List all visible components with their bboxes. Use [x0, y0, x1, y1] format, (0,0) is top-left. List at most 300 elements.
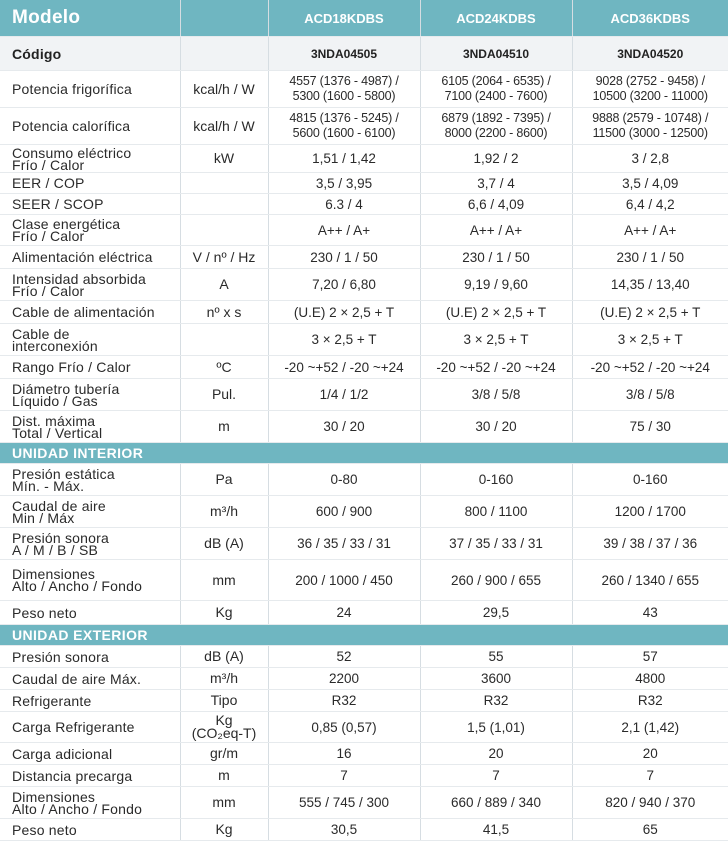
spec-value-line: 20: [488, 746, 504, 761]
spec-unit: [180, 690, 268, 712]
spec-value-line: 3,5 / 3,95: [315, 175, 373, 191]
spec-value-line: 43: [642, 605, 658, 620]
spec-unit-line: gr/m: [210, 745, 238, 761]
spec-value: [572, 215, 728, 246]
spec-value: [268, 601, 420, 625]
spec-label: [0, 145, 180, 173]
spec-value: [572, 301, 728, 324]
spec-value: [268, 356, 420, 379]
spec-value-line: 30 / 20: [323, 419, 365, 434]
spec-unit: [180, 301, 268, 324]
spec-value: [572, 356, 728, 379]
spec-label-line: Intensidad absorbida: [12, 270, 146, 287]
spec-value: [572, 464, 728, 496]
spec-unit: [180, 379, 268, 411]
spec-value-line: 37 / 35 / 33 / 31: [449, 536, 543, 551]
spec-value: [420, 411, 572, 443]
model-name: ACD18KDBS: [268, 0, 420, 37]
spec-value: [420, 743, 572, 765]
spec-value: [572, 690, 728, 712]
spec-label-line: Cable de alimentación: [12, 304, 155, 320]
spec-row: [0, 173, 728, 194]
spec-unit: [180, 108, 268, 145]
spec-value-line: 4557 (1376 - 4987) /: [289, 74, 399, 88]
spec-label: [0, 765, 180, 787]
spec-row: [0, 646, 728, 668]
spec-value: [268, 528, 420, 560]
spec-value-line: 11500 (3000 - 12500): [592, 126, 708, 140]
section-indoor-unit-title: UNIDAD INTERIOR: [0, 443, 728, 464]
spec-value-line: (U.E) 2 × 2,5 + T: [445, 304, 547, 320]
section-outdoor-unit-title: UNIDAD EXTERIOR: [0, 625, 728, 646]
spec-label-line: Peso neto: [12, 821, 77, 838]
spec-label: [0, 324, 180, 356]
spec-value: [268, 712, 420, 743]
spec-label-line: Alto / Ancho / Fondo: [12, 800, 143, 817]
spec-label-line: Cable de: [12, 325, 70, 342]
spec-label-line: Líquido / Gas: [12, 392, 98, 409]
spec-value: [268, 324, 420, 356]
spec-row: [0, 324, 728, 356]
spec-unit-line: dB (A): [204, 648, 244, 664]
section-indoor-unit: [0, 443, 728, 464]
spec-unit: [180, 560, 268, 601]
spec-value-line: 7100 (2400 - 7600): [444, 89, 548, 103]
spec-label-line: Potencia calorífica: [12, 118, 131, 134]
spec-value-line: (U.E) 2 × 2,5 + T: [293, 304, 395, 320]
spec-value-line: A++ / A+: [469, 222, 523, 238]
spec-unit: [180, 765, 268, 787]
spec-value: [268, 246, 420, 269]
spec-value-line: 3/8 / 5/8: [471, 387, 521, 402]
spec-value-line: 14,35 / 13,40: [610, 277, 690, 292]
spec-unit: [180, 528, 268, 560]
spec-value-line: 1,51 / 1,42: [312, 151, 376, 166]
spec-value-line: 800 / 1100: [464, 504, 528, 519]
spec-row: [0, 601, 728, 625]
spec-value-line: 3 × 2,5 + T: [311, 332, 377, 347]
spec-value-line: R32: [483, 693, 509, 708]
spec-value-line: 4800: [635, 671, 666, 686]
spec-value: [420, 71, 572, 108]
spec-value-line: R32: [331, 693, 357, 708]
spec-value: [572, 787, 728, 819]
spec-unit: [180, 819, 268, 841]
spec-label-line: Alimentación eléctrica: [12, 249, 153, 265]
spec-label: [0, 108, 180, 145]
spec-unit-line: Kg: [215, 821, 233, 837]
model-name: ACD24KDBS: [420, 0, 572, 37]
spec-row: [0, 496, 728, 528]
spec-unit: [180, 496, 268, 528]
spec-row: [0, 560, 728, 601]
spec-label-line: Presión estática: [12, 465, 115, 482]
spec-value-line: 1,5 (1,01): [467, 719, 525, 735]
spec-value: [268, 496, 420, 528]
spec-value: [268, 464, 420, 496]
section-outdoor-unit: [0, 625, 728, 646]
spec-value: [420, 496, 572, 528]
spec-value-line: 2200: [328, 671, 360, 686]
spec-value-line: 16: [336, 746, 352, 761]
spec-value-line: A++ / A+: [317, 222, 371, 238]
spec-value: [268, 194, 420, 215]
spec-label: [0, 787, 180, 819]
spec-value: [572, 379, 728, 411]
spec-label: [0, 560, 180, 601]
spec-value-line: 29,5: [482, 605, 510, 620]
spec-value-line: 41,5: [482, 822, 510, 837]
spec-label-line: Carga adicional: [12, 745, 113, 762]
spec-unit: [180, 464, 268, 496]
spec-value-line: 2,1 (1,42): [621, 719, 680, 735]
spec-unit: [180, 71, 268, 108]
spec-value-line: -20 ~+52 / -20 ~+24: [436, 359, 556, 375]
product-code: 3NDA04520: [572, 37, 728, 71]
spec-value-line: 39 / 38 / 37 / 36: [603, 536, 698, 551]
spec-value-line: R32: [637, 693, 663, 708]
spec-value: [420, 646, 572, 668]
spec-label-line: Carga Refrigerante: [12, 719, 135, 735]
spec-value-line: 6879 (1892 - 7395) /: [441, 111, 551, 125]
spec-unit-line: ºC: [216, 358, 232, 375]
spec-label: [0, 690, 180, 712]
spec-unit-line: kW: [213, 150, 235, 166]
spec-unit-line: m: [218, 767, 230, 783]
spec-label-line: interconexión: [12, 337, 98, 354]
spec-label: [0, 379, 180, 411]
spec-label-line: Caudal de aire: [12, 497, 106, 514]
spec-value-line: (U.E) 2 × 2,5 + T: [600, 304, 701, 320]
spec-unit: [180, 269, 268, 301]
spec-unit-line: Tipo: [210, 692, 238, 708]
spec-label: [0, 712, 180, 743]
spec-value: [572, 819, 728, 841]
spec-unit: [180, 601, 268, 625]
spec-label-line: Dimensiones: [12, 788, 96, 805]
spec-label-line: Min / Máx: [12, 509, 75, 526]
spec-value-line: 200 / 1000 / 450: [295, 572, 393, 588]
spec-value: [268, 787, 420, 819]
spec-value-line: 6.3 / 4: [325, 196, 363, 212]
spec-unit: [180, 712, 268, 743]
spec-value: [268, 819, 420, 841]
spec-value-line: 30,5: [330, 822, 358, 837]
spec-row: [0, 215, 728, 246]
spec-value: [420, 108, 572, 145]
spec-value-line: 555 / 745 / 300: [298, 795, 390, 810]
spec-value-line: 6105 (2064 - 6535) /: [441, 74, 551, 88]
spec-row: [0, 528, 728, 560]
spec-row: [0, 108, 728, 145]
spec-value: [572, 496, 728, 528]
spec-unit-line: kcal/h / W: [193, 117, 255, 134]
spec-label: [0, 528, 180, 560]
spec-unit-line: mm: [212, 794, 236, 810]
spec-value: [420, 301, 572, 324]
spec-value-line: 9028 (2752 - 9458) /: [595, 74, 705, 88]
spec-unit: [180, 194, 268, 215]
spec-label: [0, 356, 180, 379]
spec-row: [0, 765, 728, 787]
spec-label-line: Frío / Calor: [12, 228, 85, 244]
spec-value: [268, 215, 420, 246]
spec-unit-line: m: [218, 418, 230, 434]
spec-value-line: 0,85 (0,57): [311, 719, 377, 735]
spec-value: [572, 560, 728, 601]
spec-value-line: 7: [492, 768, 500, 783]
spec-row: [0, 194, 728, 215]
spec-value-line: 3 × 2,5 + T: [617, 332, 683, 347]
spec-value: [572, 528, 728, 560]
spec-unit: [180, 668, 268, 690]
spec-value: [268, 690, 420, 712]
spec-value: [268, 269, 420, 301]
spec-value: [572, 601, 728, 625]
spec-value-line: 230 / 1 / 50: [310, 249, 378, 265]
spec-label-line: Frío / Calor: [12, 156, 85, 173]
spec-value: [420, 601, 572, 625]
spec-unit: [180, 411, 268, 443]
spec-value: [572, 145, 728, 173]
spec-value-line: 36 / 35 / 33 / 31: [297, 536, 391, 551]
spec-unit-line: kcal/h / W: [193, 80, 255, 97]
spec-unit-line: (CO₂eq-T): [191, 725, 257, 741]
spec-value-line: 230 / 1 / 50: [616, 249, 685, 265]
spec-unit-line: Pa: [215, 471, 233, 487]
spec-unit: [180, 743, 268, 765]
spec-value-line: 1/4 / 1/2: [319, 387, 369, 402]
spec-row: [0, 145, 728, 173]
spec-value-line: 8000 (2200 - 8600): [444, 126, 548, 140]
code-unit-empty: [180, 37, 268, 71]
spec-label: [0, 215, 180, 246]
spec-value-line: 20: [642, 746, 658, 761]
spec-unit-line: V / nº / Hz: [192, 248, 256, 265]
spec-value: [268, 379, 420, 411]
spec-row: [0, 464, 728, 496]
spec-value-line: 10500 (3200 - 11000): [592, 89, 708, 103]
spec-value: [572, 269, 728, 301]
code-label: Código: [0, 37, 180, 71]
spec-value-line: 1200 / 1700: [614, 504, 686, 519]
spec-unit: [180, 173, 268, 194]
spec-label: [0, 269, 180, 301]
spec-label-line: Refrigerante: [12, 692, 92, 709]
spec-value: [572, 324, 728, 356]
spec-value: [268, 765, 420, 787]
spec-value: [420, 528, 572, 560]
spec-value: [268, 411, 420, 443]
spec-value-line: 3600: [480, 671, 512, 686]
spec-row: [0, 690, 728, 712]
unit-header-empty: [180, 0, 268, 37]
spec-value-line: 55: [488, 649, 504, 664]
spec-label: [0, 601, 180, 625]
spec-value: [268, 301, 420, 324]
spec-row: [0, 819, 728, 841]
spec-label: [0, 819, 180, 841]
spec-value: [420, 379, 572, 411]
spec-value: [420, 145, 572, 173]
model-header-row: [0, 0, 728, 37]
spec-value-line: 6,4 / 4,2: [625, 196, 675, 212]
spec-value-line: 3/8 / 5/8: [625, 387, 675, 402]
spec-label-line: Presión sonora: [12, 529, 109, 546]
code-row: [0, 37, 728, 71]
spec-row: [0, 71, 728, 108]
spec-label: [0, 411, 180, 443]
spec-value-line: 30 / 20: [475, 419, 517, 434]
spec-label: [0, 496, 180, 528]
spec-row: [0, 301, 728, 324]
model-name: ACD36KDBS: [572, 0, 728, 37]
spec-value: [268, 108, 420, 145]
spec-value-line: 3,5 / 4,09: [622, 175, 679, 191]
spec-value: [420, 215, 572, 246]
spec-value: [420, 194, 572, 215]
spec-value-line: 52: [336, 649, 352, 664]
spec-value-line: 660 / 889 / 340: [450, 795, 542, 810]
spec-label-line: Dimensiones: [12, 566, 96, 582]
spec-value-line: 0-160: [632, 472, 668, 487]
product-code: 3NDA04505: [268, 37, 420, 71]
spec-value: [420, 690, 572, 712]
spec-value: [420, 819, 572, 841]
spec-value: [420, 787, 572, 819]
spec-value: [268, 145, 420, 173]
spec-label-line: Presión sonora: [12, 648, 109, 665]
spec-value-line: 3 / 2,8: [631, 151, 670, 166]
spec-label-line: Frío / Calor: [12, 282, 85, 299]
spec-unit: [180, 356, 268, 379]
spec-label-line: Total / Vertical: [12, 424, 103, 441]
spec-label: [0, 464, 180, 496]
model-label: Modelo: [0, 0, 180, 37]
spec-value: [420, 246, 572, 269]
spec-value: [572, 646, 728, 668]
spec-value: [572, 765, 728, 787]
spec-value-line: 5300 (1600 - 5800): [292, 89, 396, 103]
spec-value: [572, 71, 728, 108]
spec-value: [268, 71, 420, 108]
spec-label-line: Rango Frío / Calor: [12, 359, 131, 375]
spec-unit: [180, 145, 268, 173]
spec-value: [572, 743, 728, 765]
spec-value: [572, 668, 728, 690]
spec-value-line: 820 / 940 / 370: [605, 795, 696, 810]
spec-value-line: 9,19 / 9,60: [464, 277, 528, 292]
spec-label-line: Diámetro tubería: [12, 380, 120, 397]
spec-label-line: Potencia frigorífica: [12, 81, 132, 97]
spec-value: [572, 712, 728, 743]
spec-label-line: Peso neto: [12, 604, 77, 621]
spec-unit-line: dB (A): [204, 535, 244, 551]
spec-row: [0, 411, 728, 443]
spec-value: [420, 712, 572, 743]
spec-value-line: 7: [646, 768, 654, 783]
spec-value-line: 24: [336, 605, 352, 620]
spec-value: [420, 356, 572, 379]
spec-label-line: EER / COP: [12, 175, 85, 191]
spec-unit: [180, 324, 268, 356]
spec-unit-line: Kg: [215, 604, 233, 620]
spec-value: [572, 246, 728, 269]
spec-label-line: Mín. - Máx.: [12, 477, 85, 494]
spec-value-line: 1,92 / 2: [473, 151, 519, 166]
spec-value: [268, 560, 420, 601]
spec-unit-line: mm: [212, 571, 236, 588]
spec-value: [420, 668, 572, 690]
spec-label-line: Dist. máxima: [12, 412, 96, 429]
spec-value-line: 230 / 1 / 50: [462, 249, 530, 265]
spec-row: [0, 269, 728, 301]
spec-value-line: 260 / 1340 / 655: [601, 572, 700, 588]
spec-value-line: 600 / 900: [315, 504, 373, 519]
spec-unit-line: nº x s: [206, 303, 242, 320]
spec-value: [268, 646, 420, 668]
spec-value-line: 3 × 2,5 + T: [463, 332, 529, 347]
spec-value: [420, 324, 572, 356]
spec-value-line: 75 / 30: [629, 419, 671, 434]
spec-value-line: 260 / 900 / 655: [450, 572, 542, 588]
spec-row: [0, 712, 728, 743]
spec-value-line: 6,6 / 4,09: [467, 196, 525, 212]
spec-label: [0, 194, 180, 215]
spec-label: [0, 668, 180, 690]
spec-unit-line: m³/h: [210, 670, 238, 686]
spec-value-line: 7,20 / 6,80: [312, 277, 376, 292]
spec-label-line: Clase energética: [12, 216, 121, 232]
spec-value: [572, 194, 728, 215]
product-code: 3NDA04510: [420, 37, 572, 71]
spec-value: [268, 173, 420, 194]
spec-label-line: SEER / SCOP: [12, 196, 104, 212]
spec-unit: [180, 646, 268, 668]
spec-value-line: 57: [642, 649, 658, 664]
spec-label: [0, 743, 180, 765]
spec-value: [420, 464, 572, 496]
spec-value-line: 5600 (1600 - 6100): [292, 126, 396, 140]
spec-unit-line: Pul.: [211, 386, 237, 402]
spec-label: [0, 301, 180, 324]
spec-value-line: A++ / A+: [624, 222, 677, 238]
spec-value-line: 65: [642, 822, 658, 837]
spec-value-line: 0-80: [330, 472, 358, 487]
spec-unit: [180, 787, 268, 819]
spec-value-line: 9888 (2579 - 10748) /: [592, 111, 709, 125]
spec-value-line: -20 ~+52 / -20 ~+24: [284, 359, 404, 375]
spec-label-line: Consumo eléctrico: [12, 144, 132, 161]
spec-unit-line: A: [219, 276, 229, 292]
spec-value-line: -20 ~+52 / -20 ~+24: [590, 359, 710, 375]
spec-row: [0, 787, 728, 819]
spec-label-line: Alto / Ancho / Fondo: [12, 578, 143, 594]
spec-label-line: Caudal de aire Máx.: [12, 670, 142, 687]
spec-unit: [180, 215, 268, 246]
spec-value: [572, 173, 728, 194]
spec-unit-line: Kg: [215, 712, 233, 728]
spec-value: [268, 668, 420, 690]
spec-value-line: 4815 (1376 - 5245) /: [289, 111, 399, 125]
spec-row: [0, 743, 728, 765]
spec-label: [0, 71, 180, 108]
spec-row: [0, 246, 728, 269]
spec-value-line: 0-160: [478, 472, 514, 487]
spec-label: [0, 246, 180, 269]
spec-unit-line: m³/h: [210, 503, 238, 519]
spec-value: [268, 743, 420, 765]
